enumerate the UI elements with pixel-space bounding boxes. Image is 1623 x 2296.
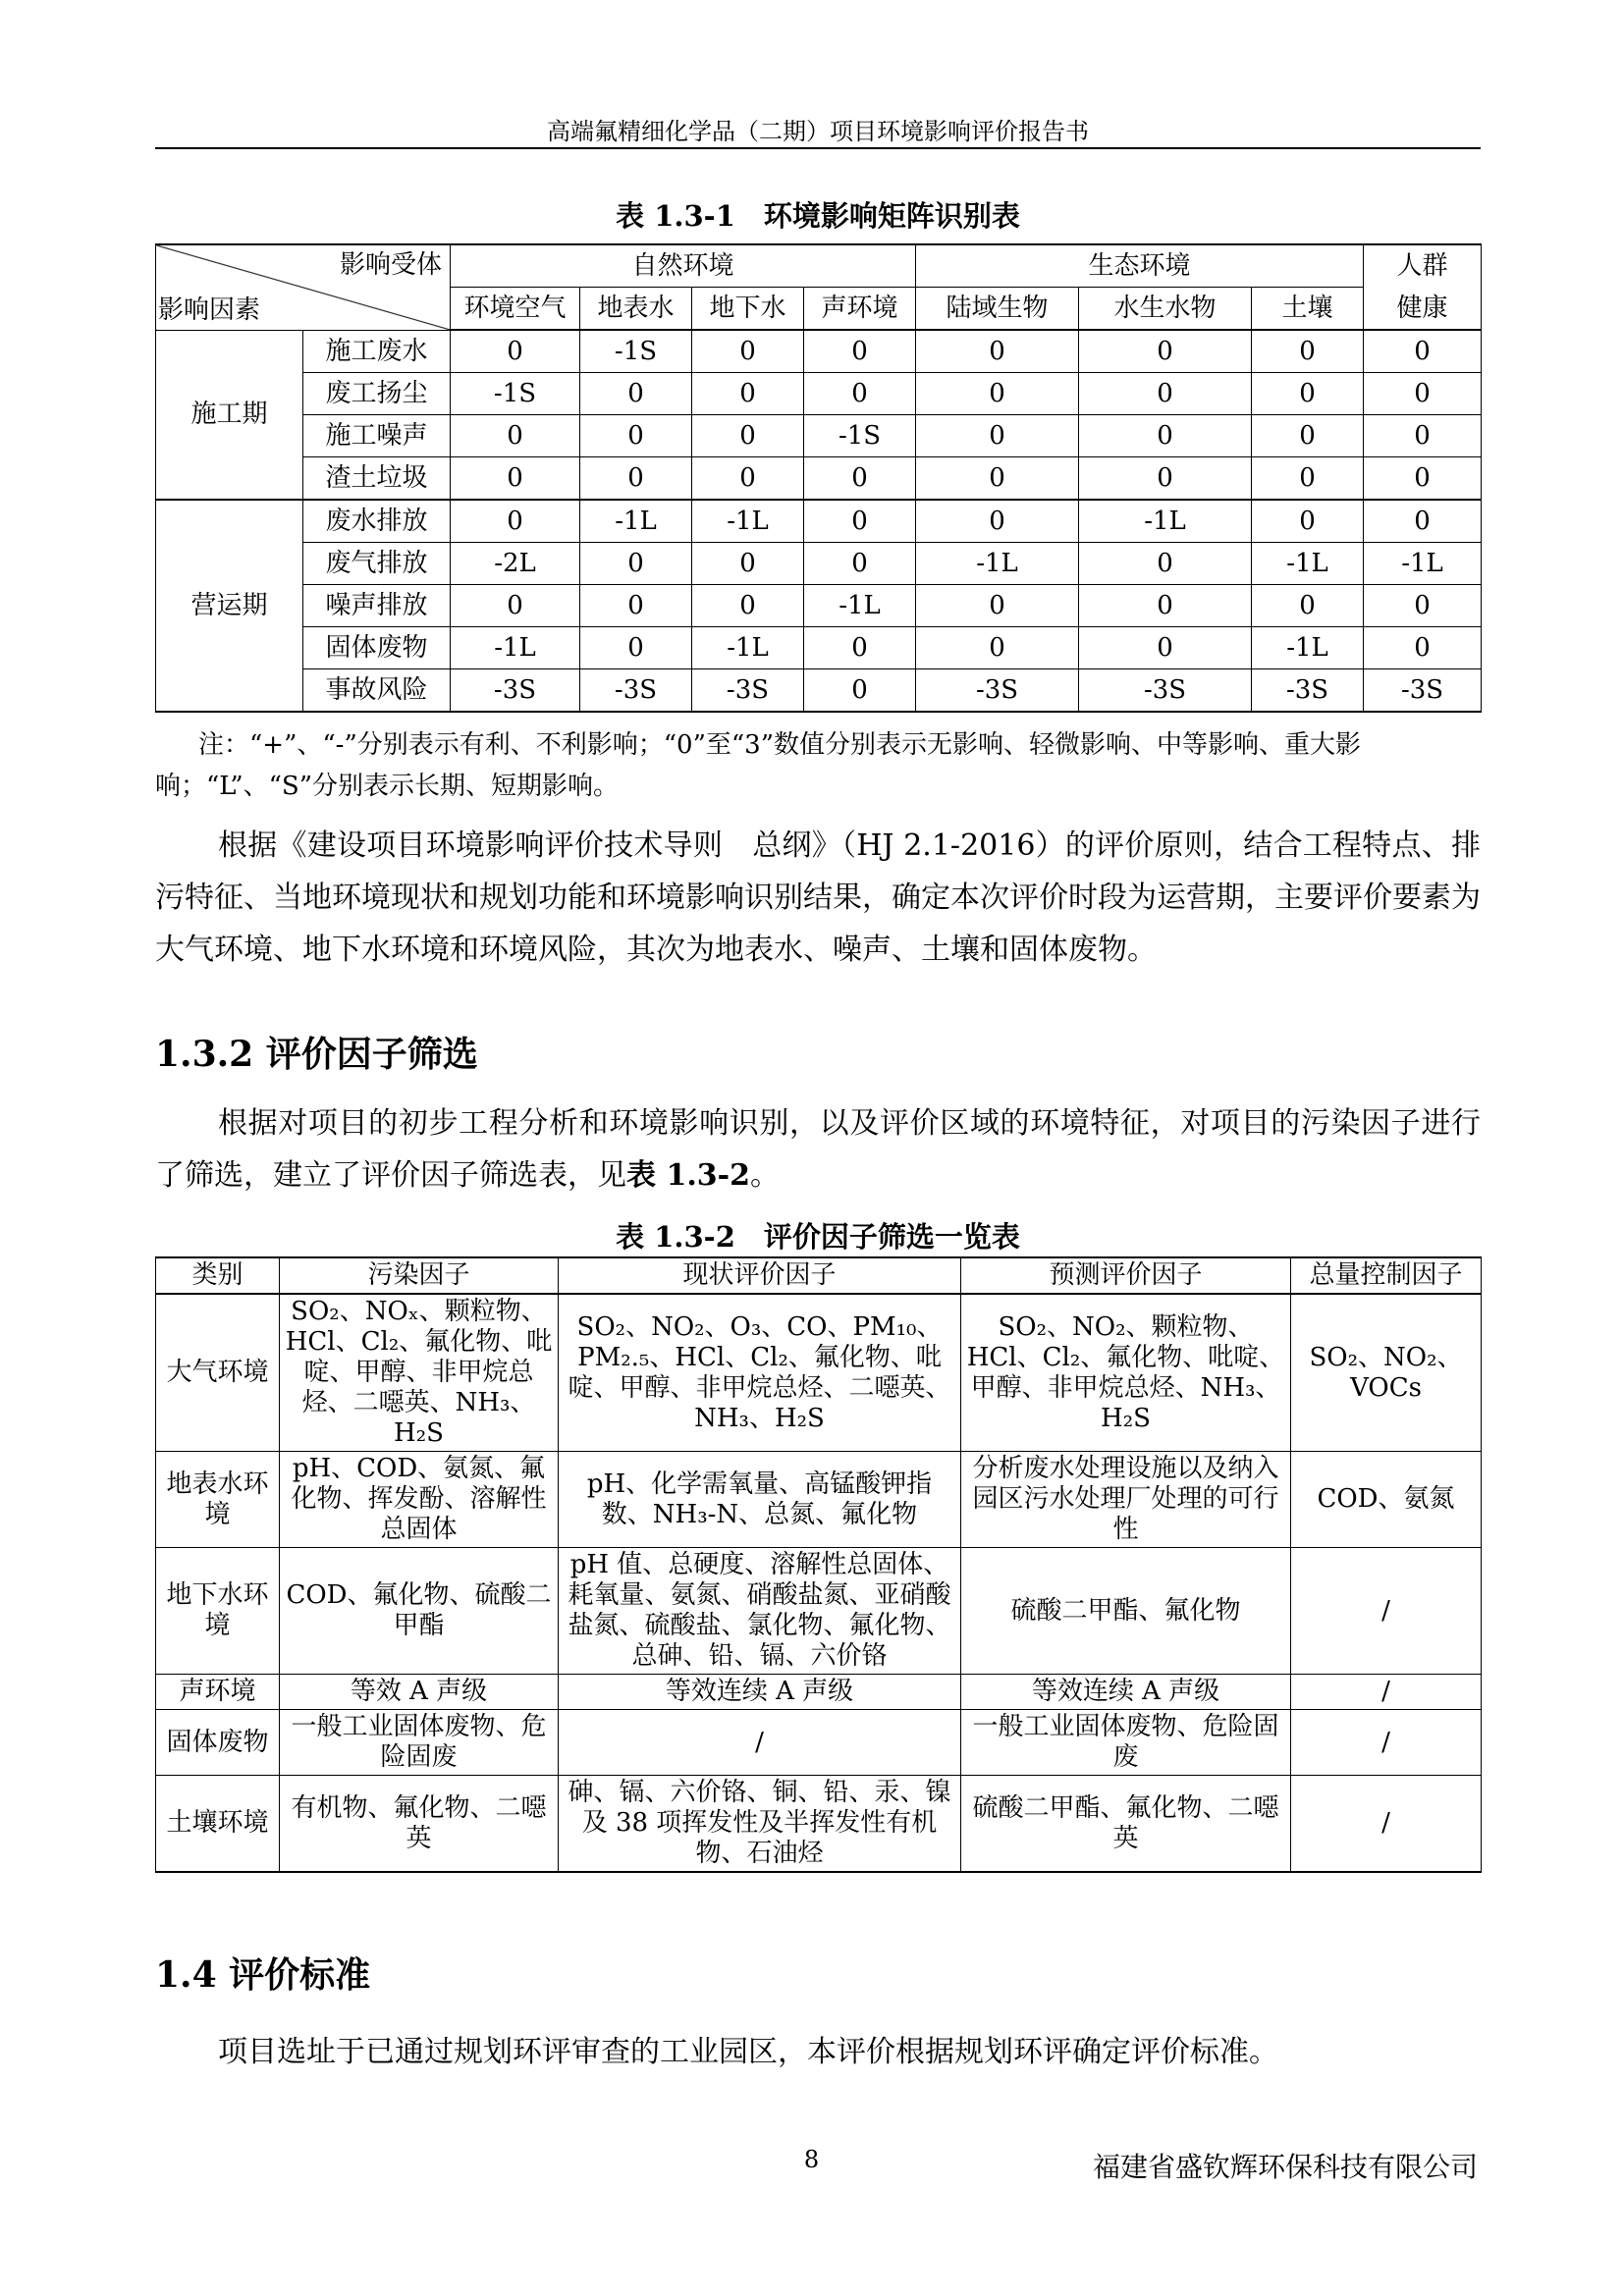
- table2-cell-total: /: [1291, 1710, 1482, 1776]
- table1-cell: -3S: [692, 669, 804, 713]
- table2-cell-category: 土壤环境: [156, 1776, 280, 1873]
- table2-cell-pollution: 有机物、氟化物、二噁英: [280, 1776, 559, 1873]
- table-row: [156, 330, 1482, 373]
- table1-cell: -1L: [1252, 627, 1364, 669]
- footer-company: 福建省盛钦辉环保科技有限公司: [1092, 2151, 1478, 2183]
- table1-cell: 0: [692, 543, 804, 585]
- paragraph-end-mark: 。: [749, 1158, 780, 1193]
- table1-cell: 0: [804, 543, 916, 585]
- table2-cell-total: /: [1291, 1675, 1482, 1710]
- table-ref-1-3-2[interactable]: 表 1.3-2: [626, 1158, 750, 1193]
- table1-cell: -3S: [580, 669, 692, 713]
- table1-cell: -1L: [580, 500, 692, 543]
- table1-cell: 0: [804, 330, 916, 373]
- table1-cell: 0: [804, 500, 916, 543]
- table1-cell: -1S: [580, 330, 692, 373]
- table1-cell: 0: [1079, 373, 1252, 415]
- table1-cell: 0: [451, 330, 580, 373]
- table1-col-header: 声环境: [804, 288, 916, 331]
- table1-cell: 0: [1079, 415, 1252, 457]
- table1-factor: 废水排放: [303, 500, 451, 543]
- impact-matrix-table: [155, 243, 1482, 713]
- table1-caption: 表 1.3-1 环境影响矩阵识别表: [616, 199, 1020, 233]
- page-number: 8: [803, 2146, 820, 2173]
- factor-screening-table: [155, 1256, 1482, 1873]
- table1-cell: 0: [804, 627, 916, 669]
- table2-cell-forecast: SO₂、NO₂、颗粒物、HCl、Cl₂、氟化物、吡啶、甲醇、非甲烷总烃、NH₃、H₂S: [961, 1294, 1291, 1452]
- table1-cell: 0: [692, 373, 804, 415]
- section-heading-1-4: 1.4 评价标准: [155, 1954, 371, 1996]
- table2-header: 现状评价因子: [559, 1257, 961, 1294]
- table2-header: 类别: [156, 1257, 280, 1294]
- table1-cell: -3S: [451, 669, 580, 713]
- table-row: [156, 1294, 1482, 1452]
- table1-cell: 0: [1079, 543, 1252, 585]
- table1-col-header: 环境空气: [451, 288, 580, 331]
- table1-cell: 0: [1079, 585, 1252, 627]
- table1-cell: 0: [1364, 627, 1482, 669]
- table-row: [156, 1548, 1482, 1675]
- table1-cell: 0: [916, 585, 1079, 627]
- table1-col-header-health: 健康: [1364, 288, 1482, 331]
- table1-cell: 0: [1252, 585, 1364, 627]
- paragraph-evaluation-period: 根据《建设项目环境影响评价技术导则 总纲》（HJ 2.1-2016）的评价原则，结合工程特点、排污特征、当地环境现状和规划功能和环境影响识别结果，确定本次评价时段为运营期，主要评价要素为大气环境、地下水环境和环境风险，其次为地表水、噪声、土壤和固体废物。: [155, 828, 1481, 967]
- paragraph-evaluation-standard: 项目选址于已通过规划环评审查的工业园区，本评价根据规划环评确定评价标准。: [218, 2035, 1278, 2069]
- header-title: 高端氟精细化学品（二期）项目环境影响评价报告书: [547, 118, 1089, 145]
- table2-cell-category: 固体废物: [156, 1710, 280, 1776]
- table1-cell: -3S: [1364, 669, 1482, 713]
- table2-cell-forecast: 分析废水处理设施以及纳入园区污水处理厂处理的可行性: [961, 1452, 1291, 1548]
- table1-cell: 0: [1364, 330, 1482, 373]
- table1-cell: -1L: [451, 627, 580, 669]
- table1-cell: -1L: [692, 627, 804, 669]
- table2-cell-pollution: pH、COD、氨氮、氟化物、挥发酚、溶解性总固体: [280, 1452, 559, 1548]
- table1-col-header: 地下水: [692, 288, 804, 331]
- table1-factor: 废气排放: [303, 543, 451, 585]
- table-row: [156, 585, 1482, 627]
- table1-factor: 废工扬尘: [303, 373, 451, 415]
- table1-cell: 0: [1252, 373, 1364, 415]
- table1-group-natural: 自然环境: [451, 244, 916, 288]
- table2-cell-current: 等效连续 A 声级: [559, 1675, 961, 1710]
- table-row: [156, 1710, 1482, 1776]
- table1-cell: 0: [580, 585, 692, 627]
- table1-factor: 噪声排放: [303, 585, 451, 627]
- table1-col-header: 陆域生物: [916, 288, 1079, 331]
- table-row: [156, 669, 1482, 713]
- table1-factor: 事故风险: [303, 669, 451, 713]
- table1-cell: 0: [580, 373, 692, 415]
- table1-cell: -1S: [451, 373, 580, 415]
- header-rule: [155, 147, 1481, 149]
- table1-cell: 0: [692, 585, 804, 627]
- table1-cell: -2L: [451, 543, 580, 585]
- table1-cell: 0: [692, 457, 804, 501]
- table2-cell-total: COD、氨氮: [1291, 1452, 1482, 1548]
- table1-cell: 0: [1364, 457, 1482, 501]
- table-row: [156, 457, 1482, 501]
- table2-header: 预测评价因子: [961, 1257, 1291, 1294]
- table-row: [156, 1776, 1482, 1873]
- table2-header: 污染因子: [280, 1257, 559, 1294]
- table1-factor: 固体废物: [303, 627, 451, 669]
- table2-header: 总量控制因子: [1291, 1257, 1482, 1294]
- table1-cell: 0: [916, 500, 1079, 543]
- table2-cell-category: 地表水环境: [156, 1452, 280, 1548]
- table2-cell-current: pH、化学需氧量、高锰酸钾指数、NH₃-N、总氮、氟化物: [559, 1452, 961, 1548]
- table2-cell-forecast: 等效连续 A 声级: [961, 1675, 1291, 1710]
- table1-cell: 0: [1364, 585, 1482, 627]
- table1-cell: -1S: [804, 415, 916, 457]
- table1-cell: 0: [1252, 500, 1364, 543]
- table2-cell-current: 砷、镉、六价铬、铜、铅、汞、镍及 38 项挥发性及半挥发性有机物、石油烃: [559, 1776, 961, 1873]
- paragraph-factor-screening-text: 根据对项目的初步工程分析和环境影响识别，以及评价区域的环境特征，对项目的污染因子进行了筛选，建立了评价因子筛选表，见: [155, 1106, 1481, 1193]
- table1-cell: 0: [1252, 330, 1364, 373]
- table2-cell-total: /: [1291, 1548, 1482, 1675]
- table1-group-people: 人群: [1364, 244, 1482, 288]
- table1-cell: 0: [1364, 415, 1482, 457]
- table-row: [156, 1675, 1482, 1710]
- table1-cell: -1L: [692, 500, 804, 543]
- table1-cell: 0: [1079, 330, 1252, 373]
- table2-cell-total: /: [1291, 1776, 1482, 1873]
- table2-cell-pollution: 一般工业固体废物、危险固废: [280, 1710, 559, 1776]
- table1-cell: -1L: [804, 585, 916, 627]
- table1-cell: 0: [916, 457, 1079, 501]
- table1-cell: -3S: [1079, 669, 1252, 713]
- table2-cell-category: 地下水环境: [156, 1548, 280, 1675]
- table-row: [156, 500, 1482, 543]
- table2-cell-forecast: 硫酸二甲酯、氟化物、二噁英: [961, 1776, 1291, 1873]
- table1-phase: 施工期: [156, 330, 303, 500]
- table2-caption: 表 1.3-2 评价因子筛选一览表: [616, 1220, 1020, 1254]
- table1-cell: 0: [1252, 415, 1364, 457]
- table1-factor: 施工噪声: [303, 415, 451, 457]
- table1-cell: 0: [916, 415, 1079, 457]
- table1-cell: 0: [1079, 627, 1252, 669]
- table1-cell: 0: [580, 457, 692, 501]
- table1-cell: 0: [451, 415, 580, 457]
- table1-cell: 0: [916, 330, 1079, 373]
- table1-corner-top: 影响受体: [339, 250, 442, 280]
- table2-cell-current: pH 值、总硬度、溶解性总固体、耗氧量、氨氮、硝酸盐氮、亚硝酸盐氮、硫酸盐、氯化物、氟化物、总砷、铅、镉、六价铬: [559, 1548, 961, 1675]
- table1-cell: 0: [1364, 373, 1482, 415]
- table1-col-header: 地表水: [580, 288, 692, 331]
- table1-cell: 0: [692, 415, 804, 457]
- table1-corner-cell: [156, 244, 451, 330]
- table1-col-header: 水生水物: [1079, 288, 1252, 331]
- table1-cell: -1L: [1364, 543, 1482, 585]
- table1-cell: -3S: [1252, 669, 1364, 713]
- table1-cell: 0: [1252, 457, 1364, 501]
- table2-cell-forecast: 一般工业固体废物、危险固废: [961, 1710, 1291, 1776]
- table1-cell: 0: [916, 373, 1079, 415]
- table1-cell: 0: [451, 457, 580, 501]
- table-row: [156, 1452, 1482, 1548]
- section-heading-1-3-2: 1.3.2 评价因子筛选: [155, 1034, 478, 1075]
- paragraph-factor-screening: [155, 1097, 1481, 1201]
- table1-cell: -3S: [916, 669, 1079, 713]
- table1-cell: 0: [580, 543, 692, 585]
- table1-cell: 0: [804, 373, 916, 415]
- table1-factor: 渣土垃圾: [303, 457, 451, 501]
- table1-cell: -1L: [1079, 500, 1252, 543]
- table1-cell: -1L: [916, 543, 1079, 585]
- table1-cell: 0: [692, 330, 804, 373]
- table1-group-ecology: 生态环境: [916, 244, 1364, 288]
- table1-cell: 0: [451, 585, 580, 627]
- table2-cell-pollution: 等效 A 声级: [280, 1675, 559, 1710]
- table1-factor: 施工废水: [303, 330, 451, 373]
- table-row: [156, 543, 1482, 585]
- table1-cell: 0: [1079, 457, 1252, 501]
- table1-cell: 0: [804, 669, 916, 713]
- table2-cell-total: SO₂、NO₂、VOCs: [1291, 1294, 1482, 1452]
- table2-cell-forecast: 硫酸二甲酯、氟化物: [961, 1548, 1291, 1675]
- table1-col-header: 土壤: [1252, 288, 1364, 331]
- table2-cell-current: SO₂、NO₂、O₃、CO、PM₁₀、PM₂.₅、HCl、Cl₂、氟化物、吡啶、甲醇、非甲烷总烃、二噁英、NH₃、H₂S: [559, 1294, 961, 1452]
- table2-cell-pollution: COD、氟化物、硫酸二甲酯: [280, 1548, 559, 1675]
- table1-cell: -1L: [1252, 543, 1364, 585]
- table-row: [156, 627, 1482, 669]
- table2-cell-category: 大气环境: [156, 1294, 280, 1452]
- table1-phase: 营运期: [156, 500, 303, 712]
- table2-cell-category: 声环境: [156, 1675, 280, 1710]
- table1-corner-bottom: 影响因素: [158, 294, 261, 325]
- table1-cell: 0: [580, 627, 692, 669]
- table1-cell: 0: [451, 500, 580, 543]
- table2-cell-current: /: [559, 1710, 961, 1776]
- table1-cell: 0: [580, 415, 692, 457]
- table1-cell: 0: [804, 457, 916, 501]
- table2-cell-pollution: SO₂、NOₓ、颗粒物、HCl、Cl₂、氟化物、吡啶、甲醇、非甲烷总烃、二噁英、NH₃、H₂S: [280, 1294, 559, 1452]
- table1-note: 注：“+”、“-”分别表示有利、不利影响；“0”至“3”数值分别表示无影响、轻微影响、中等影响、重大影响；“L”、“S”分别表示长期、短期影响。: [155, 730, 1361, 801]
- table1-cell: 0: [1364, 500, 1482, 543]
- table-row: [156, 415, 1482, 457]
- table-row: [156, 373, 1482, 415]
- table1-cell: 0: [916, 627, 1079, 669]
